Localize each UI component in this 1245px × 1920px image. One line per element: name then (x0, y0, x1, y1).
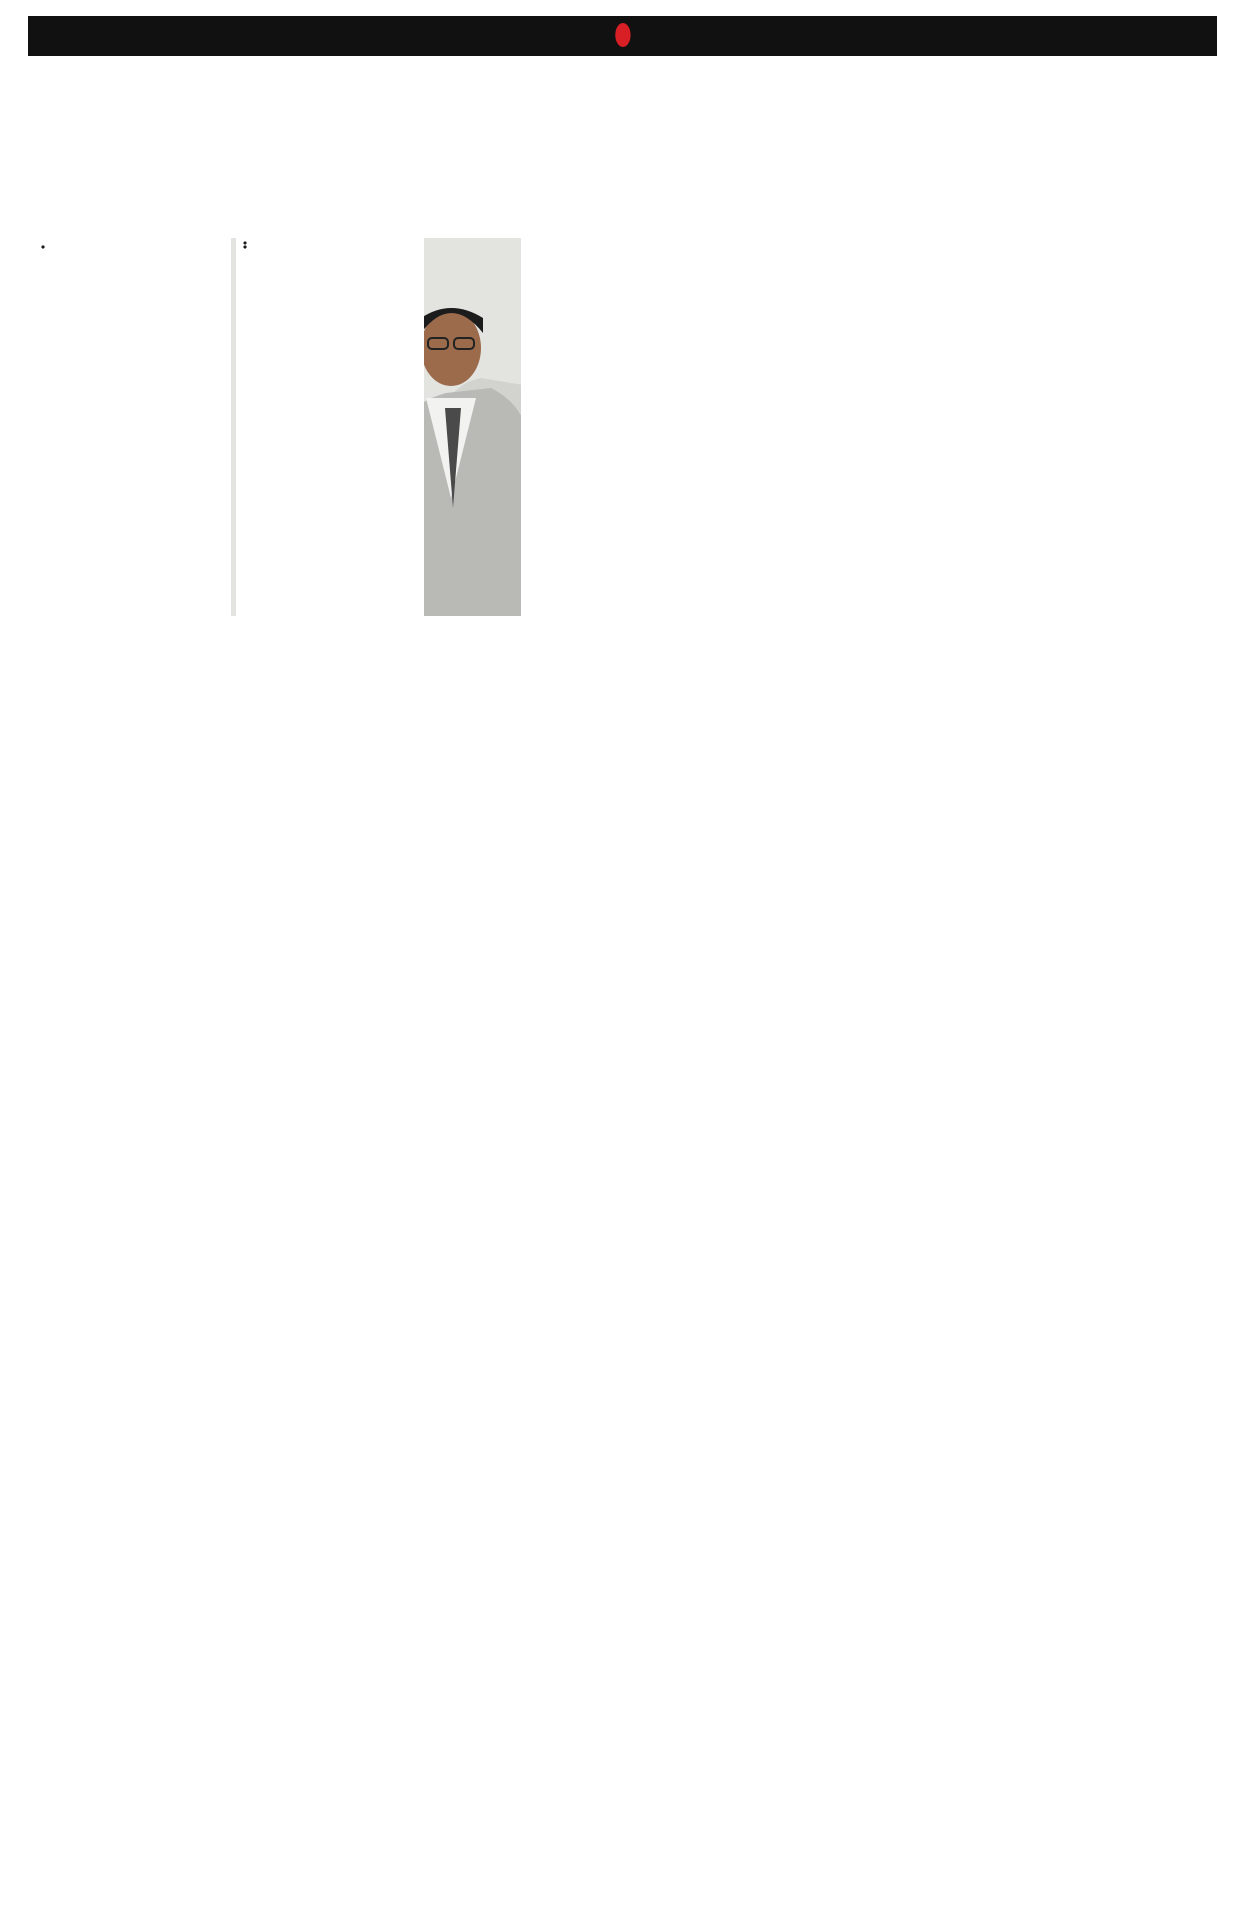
masthead-bar (28, 16, 1217, 56)
section-brand (117, 19, 1128, 53)
brand-o-mark (615, 23, 630, 47)
column-2 (236, 238, 424, 938)
column-1 (34, 238, 220, 1868)
